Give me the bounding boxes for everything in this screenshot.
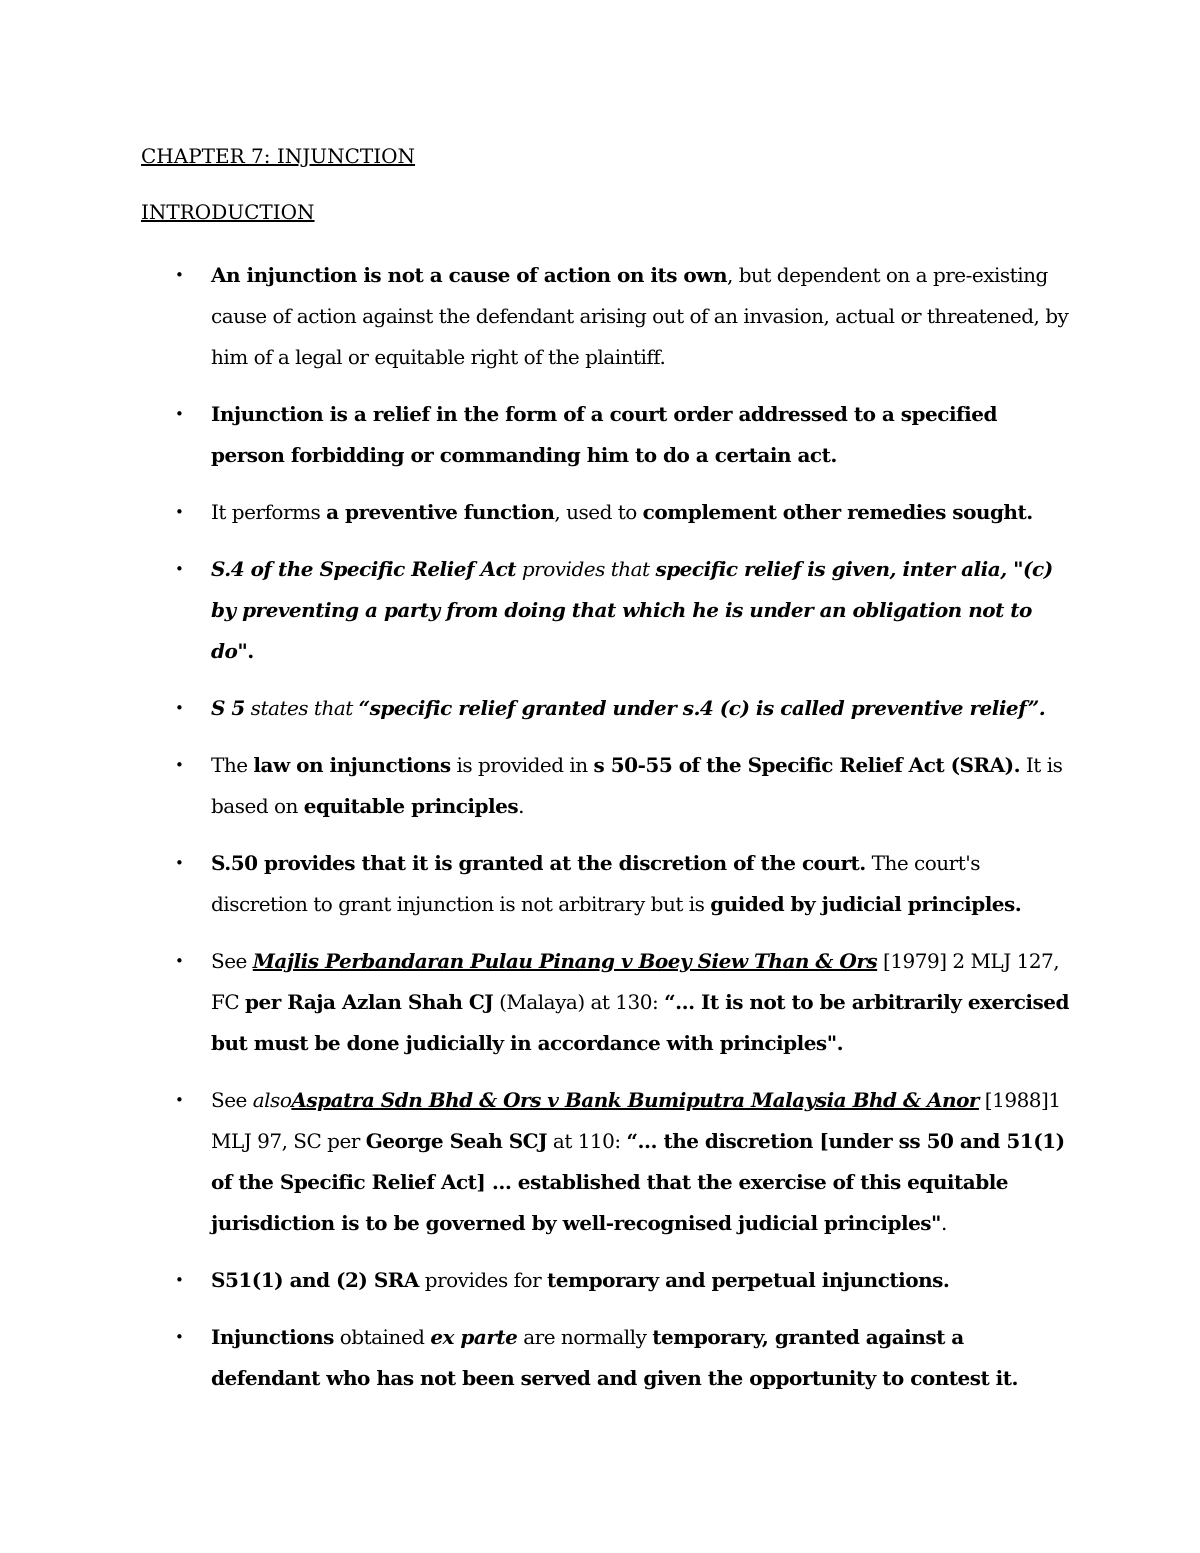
bold-text: George Seah SCJ: [365, 1129, 548, 1153]
body-text: It performs: [211, 500, 327, 524]
bold-text: complement other remedies sought.: [642, 500, 1033, 524]
bold-text: .: [247, 639, 254, 663]
body-text: [1988]1 MLJ 97, SC per: [211, 1088, 1061, 1153]
body-text: are normally: [517, 1325, 653, 1349]
list-item: [175, 1260, 1071, 1301]
bullet-icon: •: [175, 560, 184, 578]
bold-text: temporary and perpetual injunctions.: [547, 1268, 950, 1292]
statute-reference: S 5: [211, 696, 245, 720]
list-item: [175, 843, 1071, 925]
bold-italic-text: specific relief is given, inter alia, "(c) by preventing a party from doing that which he is under an obligation not to do": [211, 557, 1053, 663]
body-text: See: [211, 949, 253, 973]
bold-text: “… the discretion [under ss 50 and 51(1) of the Specific Relief Act] … established that the exercise of this equitable jurisdiction is to be governed by well-recognised judicial principles": [211, 1129, 1065, 1235]
bullet-icon: •: [175, 405, 184, 423]
bullet-list: [0, 255, 1200, 1415]
bullet-icon: •: [175, 503, 184, 521]
bold-text: a preventive function: [326, 500, 555, 524]
bullet-icon: •: [175, 1328, 184, 1346]
italic-text: also: [252, 1088, 292, 1112]
body-text: provides for: [418, 1268, 547, 1292]
body-text: is provided in: [450, 753, 594, 777]
body-text: obtained: [333, 1325, 431, 1349]
bold-text: Injunction is a relief in the form of a court order addressed to a specified person forbidding or commanding him to do a certain act.: [211, 402, 997, 467]
section-heading-introduction: INTRODUCTION: [141, 200, 315, 224]
bullet-icon: •: [175, 266, 184, 284]
bold-text: law on injunctions: [253, 753, 451, 777]
bold-text: equitable principles: [303, 794, 519, 818]
bold-text: s 50-55 of the Specific Relief Act (SRA).: [593, 753, 1021, 777]
bold-text: “… It is not to be arbitrarily exercised but must be done judicially in accordance with principles".: [211, 990, 1069, 1055]
body-text: , used to: [554, 500, 643, 524]
bold-text: S51(1) and (2) SRA: [211, 1268, 419, 1292]
body-text: , but dependent on a pre-existing cause of action against the defendant arising out of an invasion, actual or threatened, by him of a legal or equitable right of the plaintiff.: [211, 263, 1069, 369]
bullet-icon: •: [175, 756, 184, 774]
list-item: [175, 255, 1071, 378]
italic-text: provides that: [515, 557, 656, 581]
bold-text: S.50 provides that it is granted at the discretion of the court.: [211, 851, 866, 875]
body-text: It is based on: [211, 753, 1063, 818]
body-text: See: [211, 1088, 253, 1112]
bold-text: Injunctions: [211, 1325, 334, 1349]
body-text: [1979] 2 MLJ 127, FC: [211, 949, 1060, 1014]
list-item: [175, 745, 1071, 827]
list-item: [175, 492, 1071, 533]
list-item: [175, 688, 1071, 729]
bold-text: temporary, granted against a defendant who has not been served and given the opportunity to contest it.: [211, 1325, 1018, 1390]
bold-text: An injunction is not a cause of action on its own: [211, 263, 728, 287]
list-item: [175, 394, 1071, 476]
body-text: The: [211, 753, 254, 777]
body-text: The court's discretion to grant injunction is not arbitrary but is: [211, 851, 981, 916]
bullet-icon: •: [175, 854, 184, 872]
italic-text: states that: [244, 696, 359, 720]
bold-italic-text: “specific relief granted under s.4 (c) is called preventive relief”.: [358, 696, 1046, 720]
bullet-icon: •: [175, 952, 184, 970]
bold-text: per Raja Azlan Shah CJ: [245, 990, 494, 1014]
case-name: Majlis Perbandaran Pulau Pinang v Boey Siew Than & Ors: [252, 949, 878, 973]
body-text: at 110:: [547, 1129, 627, 1153]
chapter-title: CHAPTER 7: INJUNCTION: [141, 144, 416, 168]
bold-text: guided by judicial principles.: [710, 892, 1022, 916]
list-item: [175, 941, 1071, 1064]
list-item: [175, 1317, 1071, 1399]
body-text: .: [940, 1211, 947, 1235]
bullet-icon: •: [175, 1091, 184, 1109]
list-item: [175, 1080, 1071, 1244]
bullet-icon: •: [175, 699, 184, 717]
bullet-icon: •: [175, 1271, 184, 1289]
case-name: Aspatra Sdn Bhd & Ors v Bank Bumiputra Malaysia Bhd & Anor: [291, 1088, 979, 1112]
body-text: (Malaya) at 130:: [493, 990, 665, 1014]
body-text: .: [518, 794, 524, 818]
bold-italic-text: ex parte: [430, 1325, 518, 1349]
list-item: [175, 549, 1071, 672]
statute-reference: S.4 of the Specific Relief Act: [211, 557, 516, 581]
